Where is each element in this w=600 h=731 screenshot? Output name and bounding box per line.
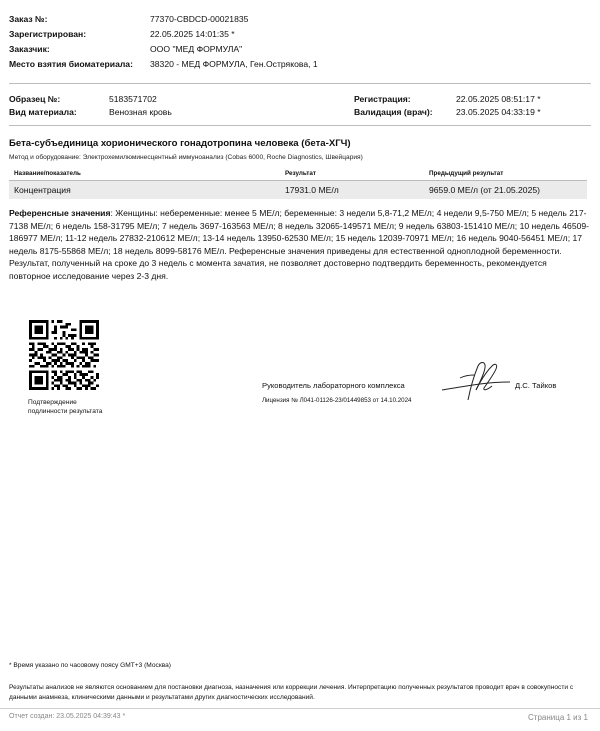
registered-row xyxy=(9,29,235,39)
results-table xyxy=(9,168,587,199)
qr-caption-line2: подлинности результата xyxy=(28,408,103,415)
reference-values xyxy=(9,207,589,282)
report-created: Отчет создан: 23.05.2025 04:39:43 * xyxy=(9,713,126,720)
qr-caption xyxy=(28,398,128,416)
reference-values-label: Референсные значения xyxy=(9,208,111,218)
result-value: 17931.0 МЕ/л xyxy=(280,181,424,200)
order-label: Заказ №: xyxy=(9,14,48,24)
signatory-role: Руководитель лабораторного комплекса xyxy=(262,381,405,390)
validation-row xyxy=(354,107,541,117)
result-name: Концентрация xyxy=(9,181,280,200)
table-row xyxy=(9,181,587,200)
signature-icon xyxy=(440,360,512,402)
reference-values-text: : Женщины: небеременные: менее 5 МЕ/л; беременные: 3 недели 5,8-71,2 МЕ/л; 4 недели 9,5-750 МЕ/л; 5 недель 217-7138 МЕ/л; 6 недель 158-31795 МЕ/л; 7 недель 3697-163563 МЕ/л; 8 недель 32065-149571 МЕ/л; 9 недель 63803-151410 МЕ/л; 10 недель 46509-186977 МЕ/л; 11-12 недель 27832-210612 МЕ/л; 13-14 недель 13950-62530 МЕ/л; 15 недель 12039-70971 МЕ/л; 16 недель 9040-56451 МЕ/л; 17 недель 8175-55868 МЕ/л; 18 недель 8099-58176 МЕ/л. Референсные значения приведены для естественной одноплодной беременности. Результат, полученный на сроке до 3 недель с момента зачатия, не позволяет достоверно подтвердить беременность, рекомендуется повторное исследование через 2-3 дня. xyxy=(9,208,590,281)
material-value: Венозная кровь xyxy=(109,107,172,117)
sample-row xyxy=(9,94,157,104)
material-label: Вид материала: xyxy=(9,107,77,117)
registration-value: 22.05.2025 08:51:17 * xyxy=(456,94,541,104)
qr-caption-line1: Подтверждение xyxy=(28,399,77,406)
order-row xyxy=(9,14,248,24)
place-row xyxy=(9,59,318,69)
order-value: 77370-CBDCD-00021835 xyxy=(150,14,249,24)
place-value: 38320 - МЕД ФОРМУЛА, Ген.Острякова, 1 xyxy=(150,59,318,69)
qr-code-icon[interactable] xyxy=(29,320,99,390)
place-label: Место взятия биоматериала: xyxy=(9,59,133,69)
previous-result-value: 9659.0 МЕ/л (от 21.05.2025) xyxy=(424,181,587,200)
registration-label: Регистрация: xyxy=(354,94,411,104)
validation-label: Валидация (врач): xyxy=(354,107,433,117)
sample-divider xyxy=(9,125,591,126)
validation-value: 23.05.2025 04:33:19 * xyxy=(456,107,541,117)
results-header-row xyxy=(9,168,587,181)
license-text: Лицензия № Л041-01126-23/01449853 от 14.10.2024 xyxy=(262,397,412,404)
registered-label: Зарегистрирован: xyxy=(9,29,87,39)
test-method: Метод и оборудование: Электрохемилюминесцентный иммуноанализ (Cobas 6000, Roche Diagnostics, Швейцария) xyxy=(9,154,363,161)
registered-value: 22.05.2025 14:01:35 * xyxy=(150,29,235,39)
page-number: Страница 1 из 1 xyxy=(528,713,588,722)
signatory-name: Д.С. Тайков xyxy=(515,381,557,390)
column-header-result: Результат xyxy=(280,168,424,181)
timezone-note: * Время указано по часовому поясу GMT+3 (Москва) xyxy=(9,662,171,669)
test-title: Бета-субъединица хорионического гонадотропина человека (бета-ХГЧ) xyxy=(9,138,351,149)
column-header-previous: Предыдущий результат xyxy=(424,168,587,181)
customer-value: ООО "МЕД ФОРМУЛА" xyxy=(150,44,243,54)
column-header-name: Название/показатель xyxy=(9,168,280,181)
sample-value: 5183571702 xyxy=(109,94,157,104)
sample-label: Образец №: xyxy=(9,94,61,104)
footer-divider xyxy=(0,708,600,709)
customer-label: Заказчик: xyxy=(9,44,50,54)
header-divider xyxy=(9,83,591,84)
customer-row xyxy=(9,44,242,54)
material-row xyxy=(9,107,172,117)
disclaimer-text: Результаты анализов не являются основанием для постановки диагноза, назначения или коррекции лечения. Интерпретацию полученных результатов проводит врач в совокупности с данными анамнеза, клиническими данными и результатами других диагностических исследований. xyxy=(9,684,574,701)
registration-row xyxy=(354,94,541,104)
